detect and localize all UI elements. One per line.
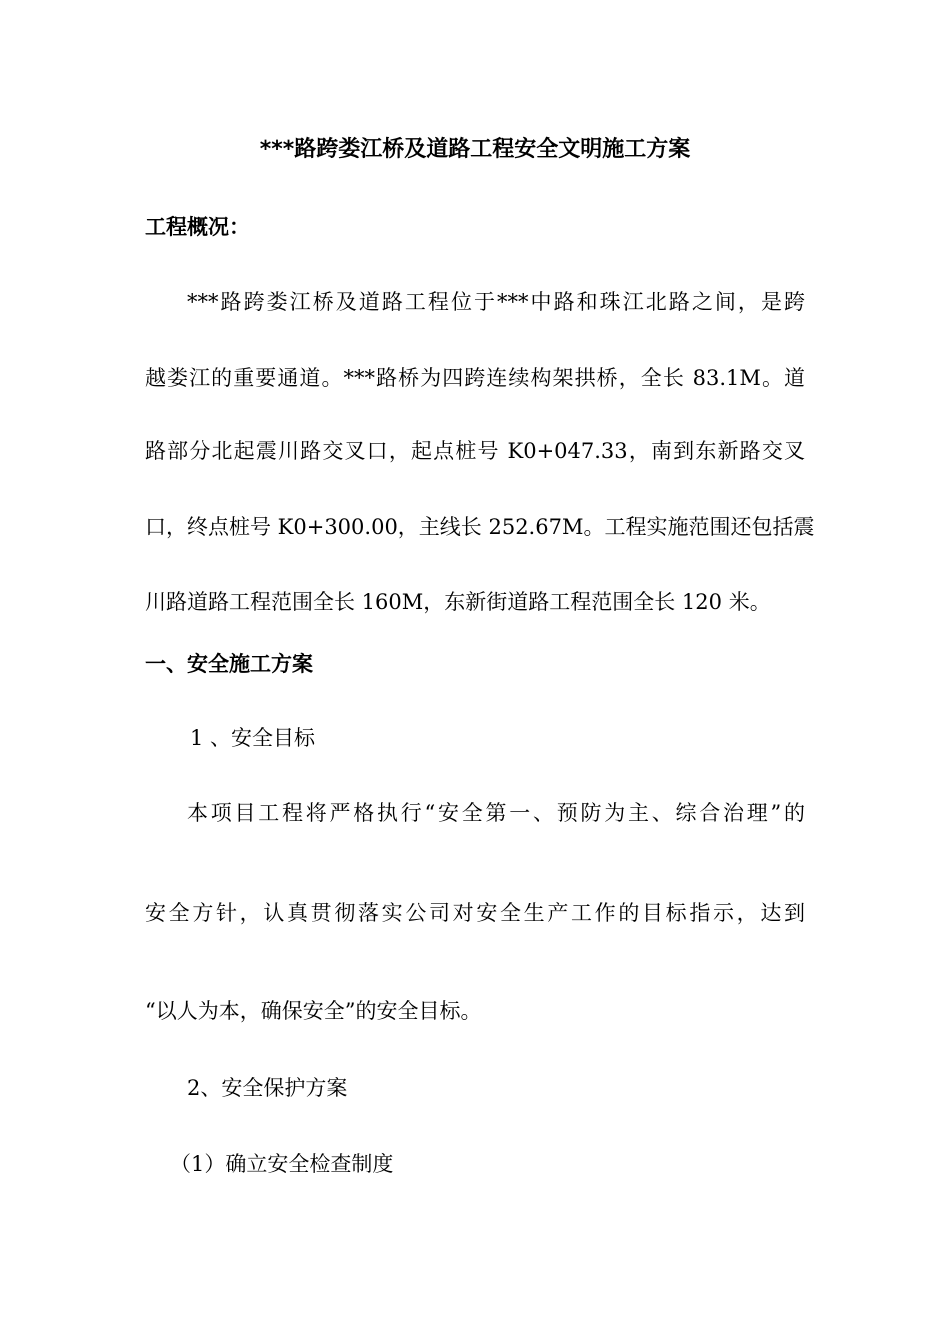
overview-heading: 工程概况： [145, 215, 250, 239]
overview-line-2: 越娄江的重要通道。***路桥为四跨连续构架拱桥，全长 83.1M。道 [145, 366, 805, 390]
safety-goal-line-2: 安全方针，认真贯彻落实公司对安全生产工作的目标指示，达到 [145, 901, 805, 925]
safety-goal-line-1: 本项目工程将严格执行“安全第一、预防为主、综合治理”的 [187, 801, 805, 825]
subsection-2-heading: 2、安全保护方案 [187, 1076, 348, 1100]
subsection-2-item-1: （1）确立安全检查制度 [170, 1152, 394, 1176]
document-title: ***路跨娄江桥及道路工程安全文明施工方案 [259, 137, 691, 162]
section-1-heading: 一、安全施工方案 [145, 652, 313, 676]
safety-goal-line-3: “以人为本，确保安全”的安全目标。 [145, 999, 482, 1023]
overview-line-4: 口，终点桩号 K0+300.00，主线长 252.67M。工程实施范围还包括震 [145, 515, 815, 539]
subsection-1-heading: 1 、安全目标 [190, 726, 316, 750]
overview-line-3: 路部分北起震川路交叉口，起点桩号 K0+047.33，南到东新路交叉 [145, 439, 805, 463]
overview-line-5: 川路道路工程范围全长 160M，东新街道路工程范围全长 120 米。 [145, 590, 771, 614]
overview-line-1: ***路跨娄江桥及道路工程位于***中路和珠江北路之间，是跨 [187, 290, 805, 314]
